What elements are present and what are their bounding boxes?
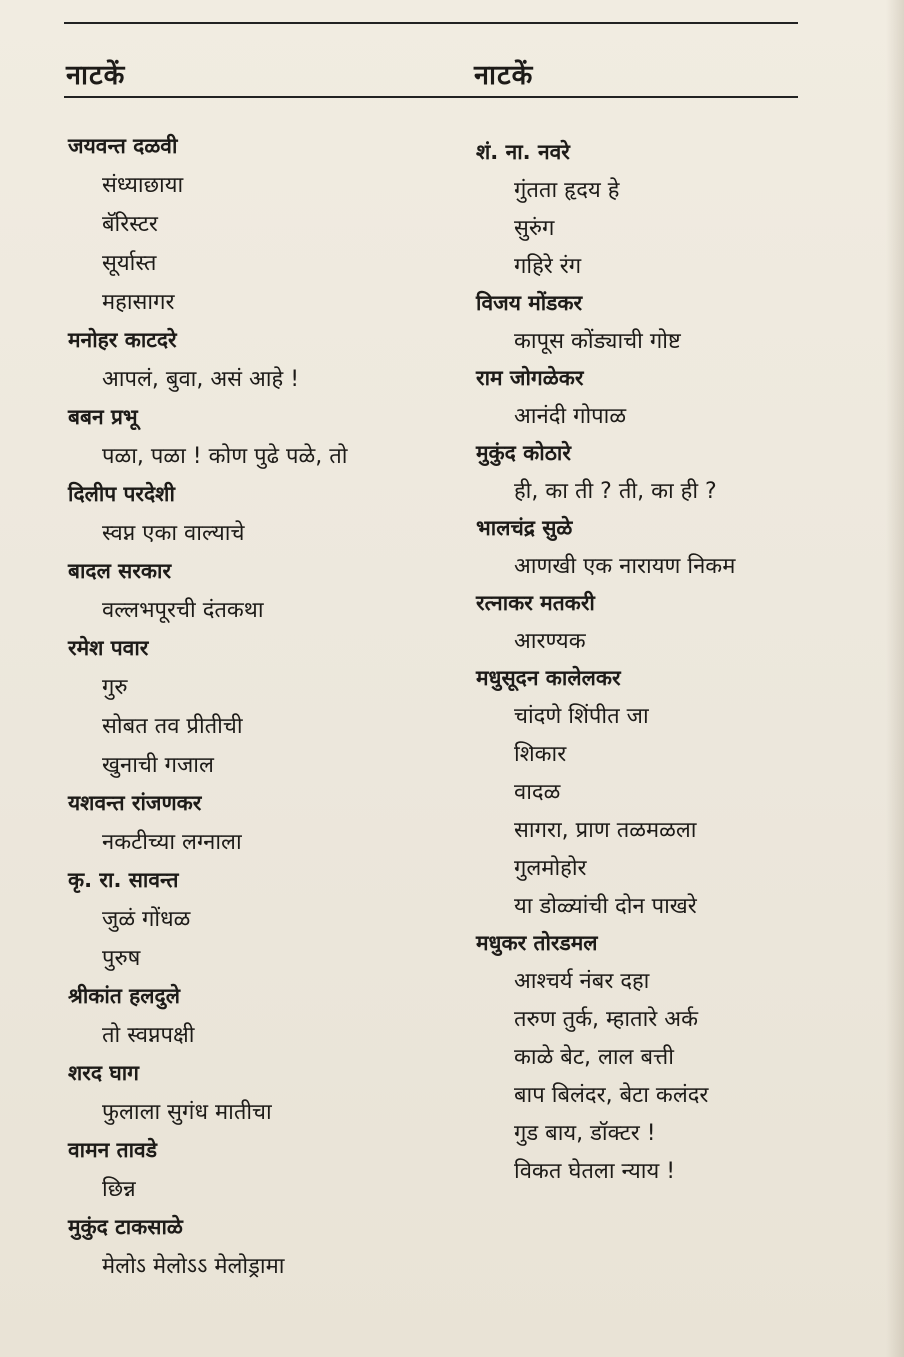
author-name: बादल सरकार: [68, 559, 172, 583]
play-title: पळा, पळा ! कोण पुढे पळे, तो: [102, 444, 348, 469]
section-heading-left: नाटकें: [66, 60, 126, 91]
play-title: मेलोऽ मेलोऽऽ मेलोड्रामा: [102, 1254, 285, 1279]
author-name: शरद घाग: [68, 1061, 140, 1085]
play-title: ही, का ती ? ती, का ही ?: [514, 479, 717, 504]
play-title: जुळं गोंधळ: [102, 907, 191, 932]
play-title: छिन्न: [102, 1177, 136, 1202]
right-column: [476, 129, 896, 1185]
author-name: मधुकर तोरडमल: [476, 931, 598, 955]
author-name: श्रीकांत हलदुले: [68, 984, 180, 1008]
author-name: मधुसूदन कालेलकर: [476, 666, 621, 690]
play-title: गुंतता हृदय हे: [514, 178, 620, 203]
play-title: आणखी एक नारायण निकम: [514, 554, 736, 579]
play-title: सुरुंग: [514, 216, 555, 241]
play-title: नकटीच्या लग्नाला: [102, 830, 242, 855]
author-name: मुकुंद टाकसाळे: [68, 1215, 183, 1239]
play-title: चांदणे शिंपीत जा: [514, 704, 649, 729]
play-title: तरुण तुर्क, म्हातारे अर्क: [514, 1007, 698, 1032]
author-name: वामन तावडे: [68, 1138, 157, 1162]
author-name: भालचंद्र सुळे: [476, 516, 573, 540]
play-title: सोबत तव प्रीतीची: [102, 714, 243, 739]
author-name: दिलीप परदेशी: [68, 482, 175, 506]
play-title: गुलमोहोर: [514, 856, 587, 881]
play-title: सागरा, प्राण तळमळला: [514, 818, 697, 843]
play-title: महासागर: [102, 290, 175, 315]
play-title: विकत घेतला न्याय !: [514, 1159, 676, 1184]
play-title: फुलाला सुगंध मातीचा: [102, 1100, 272, 1125]
author-name: मुकुंद कोठारे: [476, 441, 571, 465]
play-title: वादळ: [514, 780, 561, 805]
author-name: रमेश पवार: [68, 636, 149, 660]
play-title: या डोळ्यांची दोन पाखरे: [514, 894, 697, 919]
play-title: आपलं, बुवा, असं आहे !: [102, 367, 300, 392]
play-title: वल्लभपूरची दंतकथा: [102, 598, 264, 623]
section-heading-right: नाटकें: [474, 60, 534, 91]
play-title: शिकार: [514, 742, 567, 767]
play-title: खुनाची गजाल: [102, 753, 214, 778]
play-title: आश्चर्य नंबर दहा: [514, 969, 650, 994]
heading-underline-rule: [64, 96, 798, 98]
author-name: मनोहर काटदरे: [68, 328, 177, 352]
play-title: संध्याछाया: [102, 173, 184, 198]
left-column: [68, 133, 488, 1280]
play-title: गुड बाय, डॉक्टर !: [514, 1121, 656, 1146]
author-name: कृ. रा. सावन्त: [68, 868, 179, 892]
play-title: स्वप्न एका वाल्याचे: [102, 521, 245, 546]
play-title: पुरुष: [102, 946, 141, 971]
author-name: बबन प्रभू: [68, 405, 138, 429]
play-title: काळे बेट, लाल बत्ती: [514, 1045, 674, 1070]
top-rule: [64, 22, 798, 24]
play-title: आनंदी गोपाळ: [514, 404, 627, 429]
play-title: बॅरिस्टर: [102, 212, 158, 237]
play-title: कापूस कोंड्याची गोष्ट: [514, 329, 681, 354]
author-name: यशवन्त रांजणकर: [68, 791, 202, 815]
author-name: शं. ना. नवरे: [476, 140, 570, 164]
play-title: गहिरे रंग: [514, 254, 582, 279]
play-title: गुरु: [102, 675, 128, 700]
play-title: सूर्यास्त: [102, 251, 157, 276]
author-name: राम जोगळेकर: [476, 366, 584, 390]
play-title: तो स्वप्नपक्षी: [102, 1023, 195, 1048]
play-title: आरण्यक: [514, 629, 586, 654]
author-name: विजय मोंडकर: [476, 291, 583, 315]
author-name: जयवन्त दळवी: [68, 134, 178, 158]
play-title: बाप बिलंदर, बेटा कलंदर: [514, 1083, 709, 1108]
author-name: रत्नाकर मतकरी: [476, 591, 595, 615]
